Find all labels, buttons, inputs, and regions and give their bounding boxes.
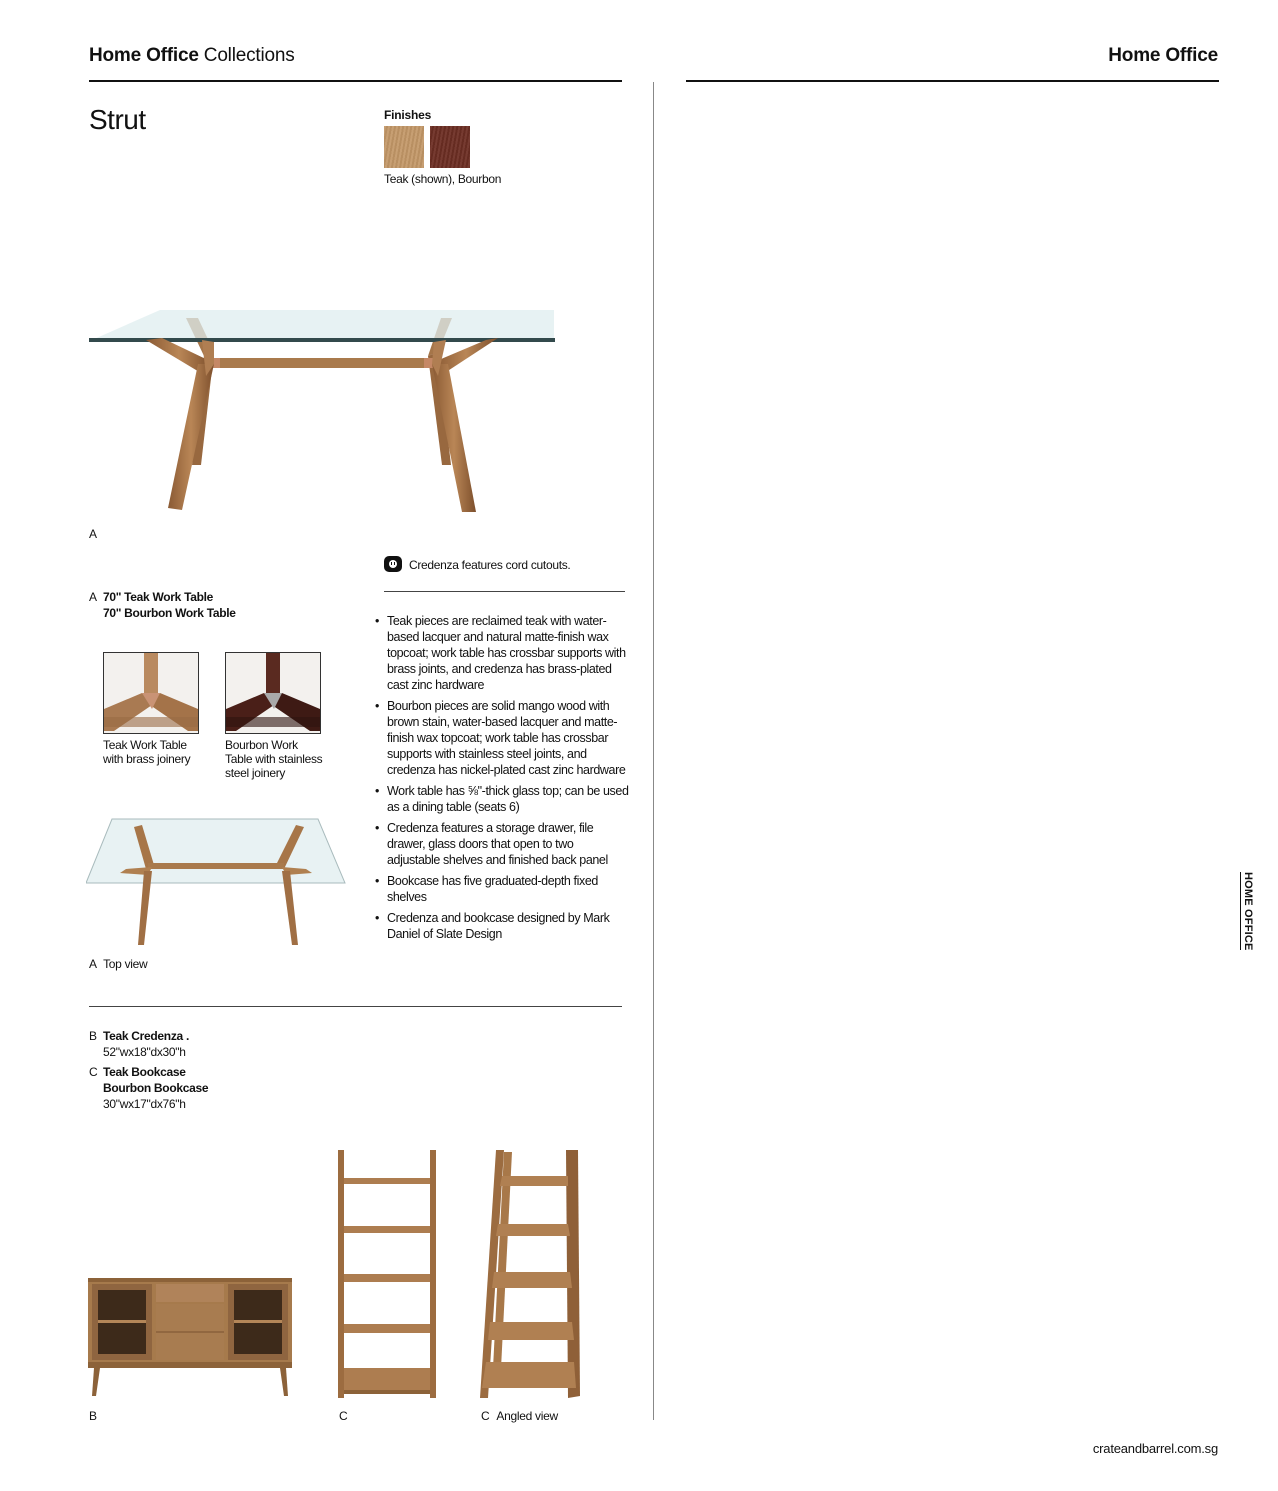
cord-outlet-icon xyxy=(384,556,402,572)
item-b-letter: B xyxy=(89,1029,97,1043)
credenza-image xyxy=(88,1276,294,1398)
footer-url[interactable]: crateandbarrel.com.sg xyxy=(1092,1441,1218,1456)
item-b-name: Teak Credenza . xyxy=(103,1029,189,1043)
credenza-label: B xyxy=(89,1409,97,1423)
teak-joinery-caption-1: Teak Work Table xyxy=(103,738,187,752)
bourbon-joinery-caption-2: Table with stainless xyxy=(225,752,323,766)
item-c-dims: 30"wx17"dx76"h xyxy=(103,1097,186,1111)
feature-item: • Credenza and bookcase designed by Mark Daniel of Slate Design xyxy=(375,910,629,942)
bookcase-angled-label xyxy=(481,1409,558,1423)
finishes-caption: Teak (shown), Bourbon xyxy=(384,172,502,186)
item-a-letter: A xyxy=(89,590,97,604)
header-rule-right xyxy=(686,80,1219,82)
bookcase-angled-text: Angled view xyxy=(496,1409,558,1423)
teak-swatch xyxy=(384,126,424,168)
column-divider xyxy=(653,82,654,1420)
collection-title: Strut xyxy=(89,104,146,135)
bourbon-joinery-caption xyxy=(225,738,335,780)
header-section-bold: Home Office xyxy=(89,45,199,66)
feature-item: • Credenza features a storage drawer, file drawer, glass doors that open to two adjustable shelves and finished back panel xyxy=(375,820,629,868)
side-section-tab xyxy=(1240,872,1256,952)
bookcase-label: C xyxy=(339,1409,348,1423)
teak-joinery-caption-2: with brass joinery xyxy=(103,752,191,766)
item-a-label xyxy=(89,590,349,620)
bourbon-joinery-caption-3: steel joinery xyxy=(225,766,286,780)
features-rule xyxy=(384,591,625,592)
header-section-light: Collections xyxy=(198,45,295,66)
item-c-name1: Teak Bookcase xyxy=(103,1065,186,1079)
side-tab-label: HOME OFFICE xyxy=(1242,872,1254,951)
feature-item: • Bourbon pieces are solid mango wood with brown stain, water-based lacquer and matte-finish wax topcoat; work table has crossbar supports with stainless steel joints, and credenza has nickel-plated cast zinc hardware xyxy=(375,698,629,778)
bourbon-joinery-caption-1: Bourbon Work xyxy=(225,738,298,752)
work-table-image xyxy=(86,300,560,520)
bookcase-angled-image xyxy=(478,1148,584,1402)
features-list xyxy=(375,613,629,947)
header-rule-left xyxy=(89,80,622,82)
feature-item: • Teak pieces are reclaimed teak with water-based lacquer and natural matte-finish wax topcoat; work table has crossbar supports with brass joints, and credenza has brass-plated cast zinc hardware xyxy=(375,613,629,693)
top-view-text: Top view xyxy=(103,957,148,971)
top-view-letter: A xyxy=(89,957,97,971)
teak-joinery-caption xyxy=(103,738,213,766)
finishes-heading: Finishes xyxy=(384,108,432,122)
table-top-view-image xyxy=(86,815,348,950)
teak-joinery-thumb xyxy=(103,652,199,734)
item-b-c-labels xyxy=(89,1029,349,1113)
item-c-name2: Bourbon Bookcase xyxy=(103,1081,209,1095)
bookcase-angled-letter: C xyxy=(481,1409,490,1423)
side-tab-rule xyxy=(1240,872,1241,950)
bourbon-swatch xyxy=(430,126,470,168)
item-c-letter: C xyxy=(89,1065,98,1079)
item-b-dims: 52"wx18"dx30"h xyxy=(103,1045,186,1059)
section-rule xyxy=(89,1006,622,1007)
table-image-label: A xyxy=(89,527,97,541)
item-a-line1: 70" Teak Work Table xyxy=(103,590,214,604)
feature-item: • Work table has ⅝"-thick glass top; can be used as a dining table (seats 6) xyxy=(375,783,629,815)
bourbon-joinery-thumb xyxy=(225,652,321,734)
page-header-left xyxy=(89,45,295,67)
page-header-right: Home Office xyxy=(1108,45,1218,66)
feature-item: • Bookcase has five graduated-depth fixed shelves xyxy=(375,873,629,905)
item-a-line2: 70" Bourbon Work Table xyxy=(103,606,236,620)
bookcase-front-image xyxy=(336,1150,438,1400)
cord-note: Credenza features cord cutouts. xyxy=(409,558,571,572)
top-view-label xyxy=(89,957,147,971)
